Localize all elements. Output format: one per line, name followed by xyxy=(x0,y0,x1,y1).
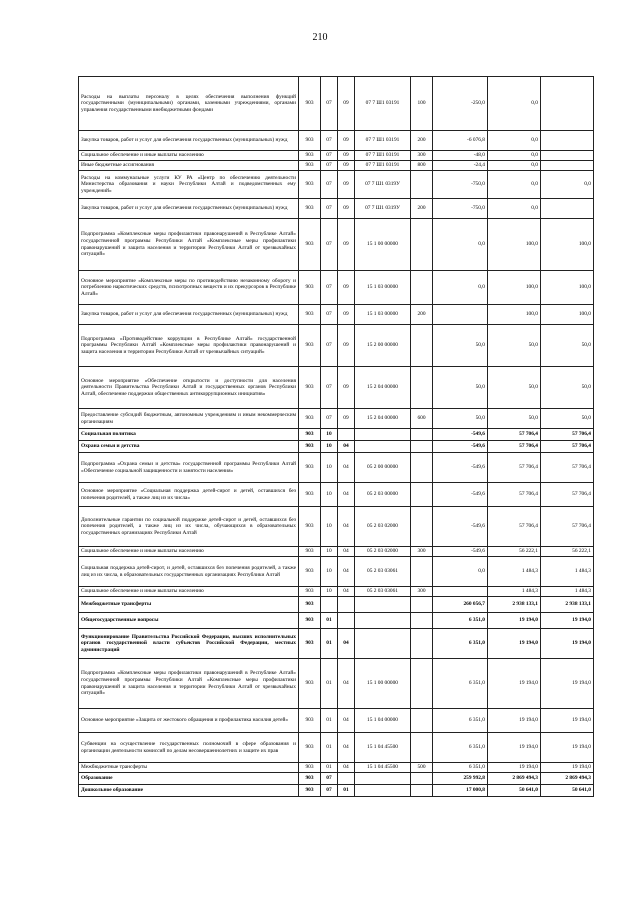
amount-3: 19 194,0 xyxy=(541,709,594,733)
section-code xyxy=(321,597,338,613)
section-code: 07 xyxy=(321,409,338,429)
target-article-code: 15 1 04 45500 xyxy=(355,733,411,763)
table-row xyxy=(79,587,594,597)
target-article-code: 05 2 00 00000 xyxy=(355,453,411,483)
grbs-code: 903 xyxy=(299,453,321,483)
subsection-code: 09 xyxy=(338,305,355,325)
grbs-code: 903 xyxy=(299,151,321,161)
expense-type-code: 200 xyxy=(411,199,433,219)
amount-1: -24,4 xyxy=(433,161,488,171)
row-name: Подпрограмма «Противодействие коррупции в Республике Алтай» государственной программы Республики Алтай «Комплексные меры профилактики правонарушений и защита населения и территории Республики Алтай от чрезвычайных ситуаций» xyxy=(79,325,299,367)
row-name: Общегосударственные вопросы xyxy=(79,613,299,629)
section-code: 07 xyxy=(321,161,338,171)
subsection-code: 09 xyxy=(338,171,355,199)
row-name: Закупка товаров, работ и услуг для обеспечения государственных (муниципальных) нужд xyxy=(79,305,299,325)
grbs-code: 903 xyxy=(299,709,321,733)
target-article-code: 15 2 04 00000 xyxy=(355,367,411,409)
table-row xyxy=(79,613,594,629)
grbs-code: 903 xyxy=(299,483,321,507)
table-row xyxy=(79,171,594,199)
subsection-code xyxy=(338,429,355,441)
row-name: Подпрограмма «Комплексные меры профилактики правонарушений в Республике Алтай» государственной программы Республики Алтай «Комплексные меры профилактики правонарушений и защита населения и территории Республики Алтай от чрезвычайных ситуаций» xyxy=(79,659,299,709)
row-name: Основное мероприятие «Обеспечение открытости и доступности для населения деятельности Правительства Республики Алтай и государственных органов Республики Алтай, обеспечение поддержки общественных антикоррупционных инициатив» xyxy=(79,367,299,409)
row-name: Межбюджетные трансферты xyxy=(79,763,299,773)
row-name: Подпрограмма «Комплексные меры профилактики правонарушений в Республике Алтай» государственной программы Республики Алтай «Комплексные меры профилактики правонарушений и защита населения и территории Республики Алтай от чрезвычайных ситуаций» xyxy=(79,219,299,271)
row-name: Социальная политика xyxy=(79,429,299,441)
section-code: 10 xyxy=(321,483,338,507)
amount-2: 0,0 xyxy=(488,161,541,171)
section-code: 01 xyxy=(321,613,338,629)
amount-2: 1 484,3 xyxy=(488,587,541,597)
amount-3: 50,0 xyxy=(541,409,594,429)
table-row xyxy=(79,219,594,271)
row-name: Межбюджетные трансферты xyxy=(79,597,299,613)
subsection-code xyxy=(338,773,355,785)
amount-2: 0,0 xyxy=(488,131,541,151)
expense-type-code xyxy=(411,557,433,587)
table-row xyxy=(79,597,594,613)
grbs-code: 903 xyxy=(299,547,321,557)
amount-2: 100,0 xyxy=(488,271,541,305)
target-article-code: 05 2 03 03061 xyxy=(355,587,411,597)
subsection-code: 04 xyxy=(338,507,355,547)
amount-3: 57 706,4 xyxy=(541,507,594,547)
amount-2: 57 706,4 xyxy=(488,483,541,507)
row-name: Закупка товаров, работ и услуг для обеспечения государственных (муниципальных) нужд xyxy=(79,131,299,151)
amount-2: 0,0 xyxy=(488,151,541,161)
amount-1: -48,0 xyxy=(433,151,488,161)
amount-3: 50,0 xyxy=(541,367,594,409)
expense-type-code xyxy=(411,773,433,785)
row-name: Закупка товаров, работ и услуг для обеспечения государственных (муниципальных) нужд xyxy=(79,199,299,219)
row-name: Функционирование Правительства Российской Федерации, высших исполнительных органов государственной власти субъектов Российской Федерации, местных администраций xyxy=(79,629,299,659)
target-article-code: 15 1 03 00000 xyxy=(355,305,411,325)
subsection-code: 09 xyxy=(338,151,355,161)
target-article-code: 07 7 Ш1 03191 xyxy=(355,161,411,171)
table-row xyxy=(79,151,594,161)
grbs-code: 903 xyxy=(299,429,321,441)
amount-2: 56 222,1 xyxy=(488,547,541,557)
subsection-code: 09 xyxy=(338,199,355,219)
expense-type-code xyxy=(411,171,433,199)
row-name: Основное мероприятие «Комплексные меры по противодействию незаконному обороту и потреблению наркотических средств, психотропных веществ и их прекурсоров в Республике Алтай» xyxy=(79,271,299,305)
amount-3 xyxy=(541,131,594,151)
section-code: 07 xyxy=(321,199,338,219)
grbs-code: 903 xyxy=(299,613,321,629)
grbs-code: 903 xyxy=(299,161,321,171)
target-article-code xyxy=(355,773,411,785)
grbs-code: 903 xyxy=(299,587,321,597)
target-article-code xyxy=(355,613,411,629)
row-name: Иные бюджетные ассигнования xyxy=(79,161,299,171)
amount-1: 50,0 xyxy=(433,409,488,429)
table-row xyxy=(79,733,594,763)
section-code: 10 xyxy=(321,547,338,557)
subsection-code: 04 xyxy=(338,483,355,507)
row-name: Основное мероприятие «Защита от жестокого обращения и профилактика насилия детей» xyxy=(79,709,299,733)
subsection-code: 09 xyxy=(338,131,355,151)
expense-type-code xyxy=(411,429,433,441)
table-row xyxy=(79,629,594,659)
amount-1: -750,0 xyxy=(433,171,488,199)
section-code: 07 xyxy=(321,131,338,151)
subsection-code: 09 xyxy=(338,219,355,271)
section-code: 07 xyxy=(321,785,338,797)
expense-type-code xyxy=(411,507,433,547)
expense-type-code xyxy=(411,597,433,613)
expense-type-code: 500 xyxy=(411,763,433,773)
target-article-code: 15 1 03 00000 xyxy=(355,271,411,305)
amount-3: 100,0 xyxy=(541,219,594,271)
table-row xyxy=(79,429,594,441)
table-row xyxy=(79,367,594,409)
amount-3 xyxy=(541,77,594,131)
target-article-code: 05 2 03 02000 xyxy=(355,547,411,557)
grbs-code: 903 xyxy=(299,785,321,797)
amount-2: 57 706,4 xyxy=(488,429,541,441)
amount-1: 6 351,0 xyxy=(433,733,488,763)
target-article-code: 15 1 04 00000 xyxy=(355,709,411,733)
section-code: 01 xyxy=(321,763,338,773)
row-name: Образование xyxy=(79,773,299,785)
amount-3: 0,0 xyxy=(541,171,594,199)
target-article-code: 15 2 04 00000 xyxy=(355,409,411,429)
grbs-code: 903 xyxy=(299,409,321,429)
row-name: Социальная поддержка детей-сирот, и детей, оставшихся без попечения родителей, а также лиц из их числа, в образовательных государственных организациях Республики Алтай xyxy=(79,557,299,587)
table-row xyxy=(79,785,594,797)
section-code: 07 xyxy=(321,773,338,785)
grbs-code: 903 xyxy=(299,441,321,453)
amount-2: 19 194,0 xyxy=(488,659,541,709)
amount-3: 57 706,4 xyxy=(541,429,594,441)
grbs-code: 903 xyxy=(299,199,321,219)
amount-1: 0,0 xyxy=(433,557,488,587)
table-row xyxy=(79,763,594,773)
grbs-code: 903 xyxy=(299,171,321,199)
amount-2: 100,0 xyxy=(488,219,541,271)
section-code: 07 xyxy=(321,151,338,161)
row-name: Социальное обеспечение и иные выплаты населению xyxy=(79,587,299,597)
expense-type-code: 200 xyxy=(411,305,433,325)
expense-type-code xyxy=(411,659,433,709)
amount-2: 19 194,0 xyxy=(488,763,541,773)
section-code: 10 xyxy=(321,429,338,441)
table-row xyxy=(79,199,594,219)
target-article-code xyxy=(355,597,411,613)
section-code: 01 xyxy=(321,733,338,763)
subsection-code: 09 xyxy=(338,367,355,409)
table-row xyxy=(79,441,594,453)
expense-type-code xyxy=(411,453,433,483)
amount-2: 50,0 xyxy=(488,409,541,429)
subsection-code: 04 xyxy=(338,709,355,733)
row-name: Социальное обеспечение и иные выплаты населению xyxy=(79,151,299,161)
target-article-code xyxy=(355,629,411,659)
table-row xyxy=(79,271,594,305)
amount-3: 100,0 xyxy=(541,271,594,305)
amount-2: 0,0 xyxy=(488,77,541,131)
expense-type-code xyxy=(411,483,433,507)
amount-1: -549,6 xyxy=(433,507,488,547)
amount-3: 19 194,0 xyxy=(541,659,594,709)
target-article-code: 15 1 00 00000 xyxy=(355,219,411,271)
target-article-code: 15 1 00 00000 xyxy=(355,659,411,709)
section-code: 10 xyxy=(321,507,338,547)
grbs-code: 903 xyxy=(299,763,321,773)
amount-1: 6 351,0 xyxy=(433,763,488,773)
expense-type-code: 800 xyxy=(411,161,433,171)
target-article-code: 07 7 Ш1 0319У xyxy=(355,171,411,199)
section-code: 01 xyxy=(321,629,338,659)
target-article-code: 05 2 03 03061 xyxy=(355,557,411,587)
amount-1 xyxy=(433,305,488,325)
target-article-code: 07 7 Ш1 03191 xyxy=(355,131,411,151)
table-row xyxy=(79,453,594,483)
amount-3: 19 194,0 xyxy=(541,629,594,659)
expense-type-code xyxy=(411,785,433,797)
amount-1: 50,0 xyxy=(433,367,488,409)
table-row xyxy=(79,77,594,131)
amount-2: 2 869 494,3 xyxy=(488,773,541,785)
target-article-code xyxy=(355,441,411,453)
expense-type-code: 300 xyxy=(411,547,433,557)
table-row xyxy=(79,507,594,547)
expense-type-code: 200 xyxy=(411,131,433,151)
table-row xyxy=(79,547,594,557)
expense-type-code xyxy=(411,367,433,409)
subsection-code: 04 xyxy=(338,629,355,659)
subsection-code: 01 xyxy=(338,785,355,797)
table-row xyxy=(79,161,594,171)
amount-3: 19 194,0 xyxy=(541,613,594,629)
target-article-code xyxy=(355,429,411,441)
section-code: 07 xyxy=(321,271,338,305)
amount-3: 57 706,4 xyxy=(541,441,594,453)
row-name: Дополнительные гарантии по социальной поддержке детей-сирот и детей, оставшихся без попечения родителей, а также лиц из их числа, обучающихся в образовательных государственных организациях Республики Алтай xyxy=(79,507,299,547)
amount-1: -549,6 xyxy=(433,441,488,453)
grbs-code: 903 xyxy=(299,597,321,613)
target-article-code: 05 2 03 02000 xyxy=(355,507,411,547)
subsection-code: 09 xyxy=(338,77,355,131)
amount-3 xyxy=(541,161,594,171)
subsection-code: 04 xyxy=(338,557,355,587)
amount-1: 6 351,0 xyxy=(433,613,488,629)
grbs-code: 903 xyxy=(299,131,321,151)
expense-type-code xyxy=(411,709,433,733)
table-row xyxy=(79,483,594,507)
table-row xyxy=(79,709,594,733)
amount-2: 100,0 xyxy=(488,305,541,325)
table-row xyxy=(79,325,594,367)
section-code: 07 xyxy=(321,325,338,367)
section-code: 07 xyxy=(321,77,338,131)
row-name: Охрана семьи и детства xyxy=(79,441,299,453)
table-row xyxy=(79,659,594,709)
amount-2: 50,0 xyxy=(488,367,541,409)
target-article-code: 07 7 Ш1 0319У xyxy=(355,199,411,219)
grbs-code: 903 xyxy=(299,219,321,271)
amount-1: -250,0 xyxy=(433,77,488,131)
amount-1: -6 076,8 xyxy=(433,131,488,151)
amount-3: 1 484,3 xyxy=(541,557,594,587)
subsection-code: 04 xyxy=(338,659,355,709)
amount-3: 57 706,4 xyxy=(541,453,594,483)
subsection-code: 04 xyxy=(338,441,355,453)
amount-2: 57 706,4 xyxy=(488,441,541,453)
row-name: Субвенции на осуществление государственных полномочий в сфере образования и организации деятельности комиссий по делам несовершеннолетних и защите их прав xyxy=(79,733,299,763)
amount-1: -750,0 xyxy=(433,199,488,219)
expense-type-code: 100 xyxy=(411,77,433,131)
amount-2: 19 194,0 xyxy=(488,613,541,629)
row-name: Социальное обеспечение и иные выплаты населению xyxy=(79,547,299,557)
amount-3: 19 194,0 xyxy=(541,763,594,773)
table-row xyxy=(79,131,594,151)
amount-1: -549,6 xyxy=(433,429,488,441)
section-code: 01 xyxy=(321,709,338,733)
subsection-code: 04 xyxy=(338,453,355,483)
subsection-code xyxy=(338,597,355,613)
row-name: Основное мероприятие «Социальная поддержка детей-сирот и детей, оставшихся без попечения родителей, а также лиц из их числа» xyxy=(79,483,299,507)
subsection-code: 09 xyxy=(338,161,355,171)
amount-3: 2 938 133,1 xyxy=(541,597,594,613)
row-name: Дошкольное образование xyxy=(79,785,299,797)
row-name: Расходы на коммунальные услуги КУ РА «Центр по обеспечению деятельности Министерства образования и науки Республики Алтай и подведомственных ему учреждений» xyxy=(79,171,299,199)
row-name: Предоставление субсидий бюджетным, автономным учреждениям и иным некоммерческим организациям xyxy=(79,409,299,429)
grbs-code: 903 xyxy=(299,271,321,305)
expense-type-code xyxy=(411,629,433,659)
expense-type-code: 300 xyxy=(411,587,433,597)
table-row xyxy=(79,557,594,587)
amount-3: 100,0 xyxy=(541,305,594,325)
expense-type-code xyxy=(411,271,433,305)
table-row xyxy=(79,305,594,325)
subsection-code: 04 xyxy=(338,587,355,597)
subsection-code: 09 xyxy=(338,325,355,367)
subsection-code: 09 xyxy=(338,409,355,429)
amount-3: 50,0 xyxy=(541,325,594,367)
amount-2: 2 938 133,1 xyxy=(488,597,541,613)
row-name: Подпрограмма «Охрана семьи и детства» государственной программы Республики Алтай «Обеспечение социальной защищенности и занятости населения» xyxy=(79,453,299,483)
amount-2: 50,0 xyxy=(488,325,541,367)
section-code: 10 xyxy=(321,557,338,587)
grbs-code: 903 xyxy=(299,325,321,367)
amount-3: 50 641,0 xyxy=(541,785,594,797)
amount-2: 0,0 xyxy=(488,171,541,199)
expense-type-code: 600 xyxy=(411,409,433,429)
section-code: 07 xyxy=(321,171,338,199)
subsection-code: 04 xyxy=(338,733,355,763)
row-name: Расходы на выплаты персоналу в целях обеспечения выполнения функций государственными (муниципальными) органами, казенными учреждениями, органами управления государственными внебюджетными фондами xyxy=(79,77,299,131)
grbs-code: 903 xyxy=(299,659,321,709)
amount-3: 19 194,0 xyxy=(541,733,594,763)
table-row xyxy=(79,773,594,785)
section-code: 07 xyxy=(321,305,338,325)
amount-1: 50,0 xyxy=(433,325,488,367)
amount-1 xyxy=(433,587,488,597)
amount-1: 6 351,0 xyxy=(433,659,488,709)
subsection-code: 09 xyxy=(338,271,355,305)
grbs-code: 903 xyxy=(299,77,321,131)
target-article-code: 15 2 00 00000 xyxy=(355,325,411,367)
table-row xyxy=(79,409,594,429)
amount-1: -549,6 xyxy=(433,483,488,507)
target-article-code: 07 7 Ш1 03191 xyxy=(355,77,411,131)
section-code: 01 xyxy=(321,659,338,709)
target-article-code: 15 1 04 45500 xyxy=(355,763,411,773)
grbs-code: 903 xyxy=(299,629,321,659)
amount-1: -549,6 xyxy=(433,547,488,557)
grbs-code: 903 xyxy=(299,733,321,763)
amount-1: 6 351,0 xyxy=(433,709,488,733)
grbs-code: 903 xyxy=(299,557,321,587)
amount-3: 1 484,3 xyxy=(541,587,594,597)
target-article-code: 05 2 03 00000 xyxy=(355,483,411,507)
subsection-code xyxy=(338,613,355,629)
amount-2: 1 484,3 xyxy=(488,557,541,587)
target-article-code xyxy=(355,785,411,797)
budget-table xyxy=(78,76,594,797)
amount-2: 57 706,4 xyxy=(488,507,541,547)
section-code: 07 xyxy=(321,367,338,409)
amount-3: 57 706,4 xyxy=(541,483,594,507)
expense-type-code: 300 xyxy=(411,151,433,161)
grbs-code: 903 xyxy=(299,773,321,785)
section-code: 10 xyxy=(321,441,338,453)
amount-2: 19 194,0 xyxy=(488,733,541,763)
expense-type-code xyxy=(411,325,433,367)
amount-1: 260 056,7 xyxy=(433,597,488,613)
expense-type-code xyxy=(411,733,433,763)
grbs-code: 903 xyxy=(299,305,321,325)
amount-1: 6 351,0 xyxy=(433,629,488,659)
amount-1: 17 000,8 xyxy=(433,785,488,797)
amount-1: 0,0 xyxy=(433,219,488,271)
expense-type-code xyxy=(411,613,433,629)
grbs-code: 903 xyxy=(299,367,321,409)
expense-type-code xyxy=(411,441,433,453)
amount-3: 2 869 494,3 xyxy=(541,773,594,785)
amount-1: -549,6 xyxy=(433,453,488,483)
section-code: 10 xyxy=(321,587,338,597)
section-code: 10 xyxy=(321,453,338,483)
amount-2: 50 641,0 xyxy=(488,785,541,797)
amount-3 xyxy=(541,151,594,161)
amount-2: 19 194,0 xyxy=(488,629,541,659)
section-code: 07 xyxy=(321,219,338,271)
grbs-code: 903 xyxy=(299,507,321,547)
amount-1: 259 992,8 xyxy=(433,773,488,785)
amount-1: 0,0 xyxy=(433,271,488,305)
amount-2: 57 706,4 xyxy=(488,453,541,483)
expense-type-code xyxy=(411,219,433,271)
amount-2: 0,0 xyxy=(488,199,541,219)
amount-2: 19 194,0 xyxy=(488,709,541,733)
page-number: 210 xyxy=(312,32,328,43)
target-article-code: 07 7 Ш1 03191 xyxy=(355,151,411,161)
amount-3: 56 222,1 xyxy=(541,547,594,557)
subsection-code: 04 xyxy=(338,547,355,557)
subsection-code: 04 xyxy=(338,763,355,773)
amount-3 xyxy=(541,199,594,219)
